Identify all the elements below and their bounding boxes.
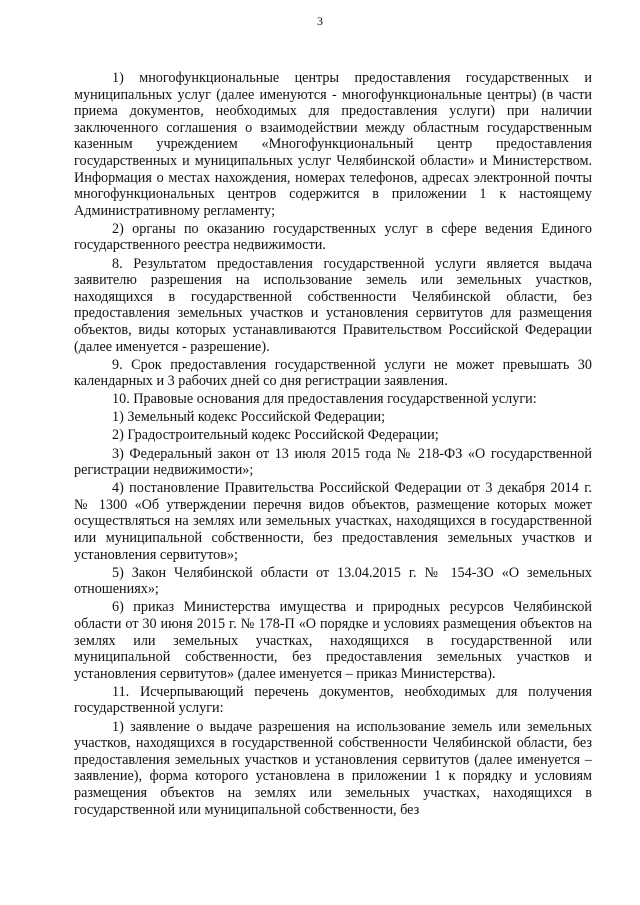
paragraph-documents-list: 11. Исчерпывающий перечень документов, необходимых для получения государственной услуги: (74, 683, 592, 717)
paragraph-term: 9. Срок предоставления государственной услуги не может превышать 30 календарных и 3 рабочих дней со дня регистрации заявления. (74, 356, 592, 390)
list-item-ministry-order: 6) приказ Министерства имущества и природных ресурсов Челябинской области от 30 июня 2015 г. № 178-П «О порядке и условиях размещения объектов на землях или земельных участках, находящихся в государственной или муниципальной собственности, без предоставления земельных участков и установления сервитутов» (далее именуется – приказ Министерства). (74, 599, 592, 682)
list-item-government-decree: 4) постановление Правительства Российской Федерации от 3 декабря 2014 г. № 1300 «Об утверждении перечня видов объектов, размещение которых может осуществляться на землях или земельных участках, находящихся в государственной или муниципальной собственности, без предоставления земельных участков и установления сервитутов»; (74, 480, 592, 563)
list-item-regional-law: 5) Закон Челябинской области от 13.04.2015 г. № 154-ЗО «О земельных отношениях»; (74, 564, 592, 598)
list-item-urban-code: 2) Градостроительный кодекс Российской Федерации; (112, 427, 439, 444)
list-item-federal-law: 3) Федеральный закон от 13 июля 2015 года № 218-ФЗ «О государственной регистрации недвижимости»; (74, 445, 592, 479)
paragraph-result: 8. Результатом предоставления государственной услуги является выдача заявителю разрешения на использование земель или земельных участков, находящихся в государственной собственности Челябинской области, без предоставления земельных участков и установления сервитутов для размещения объектов, виды которых устанавливаются Правительством Российской Федерации (далее именуется - разрешение). (74, 255, 592, 355)
paragraph-legal-grounds: 10. Правовые основания для предоставления государственной услуги: (112, 391, 537, 408)
list-item-land-code: 1) Земельный кодекс Российской Федерации; (112, 409, 386, 426)
document-body (74, 70, 592, 820)
paragraph-registry-bodies: 2) органы по оказанию государственных услуг в сфере ведения Единого государственного реестра недвижимости. (74, 220, 592, 254)
page-number: 3 (317, 14, 323, 28)
paragraph-mfc: 1) многофункциональные центры предоставления государственных и муниципальных услуг (далее именуются - многофункциональные центры) (в части приема документов, необходимых для предоставления услуги) при наличии заключенного соглашения о взаимодействии между областным государственным казенным учреждением «Многофункциональный центр предоставления государственных и муниципальных услуг Челябинской области» и Министерством. Информация о местах нахождения, номерах телефонов, адресах электронной почты многофункциональных центров содержится в приложении 1 к настоящему Административному регламенту; (74, 70, 592, 219)
list-item-application: 1) заявление о выдаче разрешения на использование земель или земельных участков, находящихся в государственной собственности Челябинской области, без предоставления земельных участков и установления сервитутов (далее именуется – заявление), форма которого установлена в приложении 1 к порядку и условиям размещения объектов на землях или земельных участках, находящихся в государственной или муниципальной собственности, без (74, 718, 592, 818)
